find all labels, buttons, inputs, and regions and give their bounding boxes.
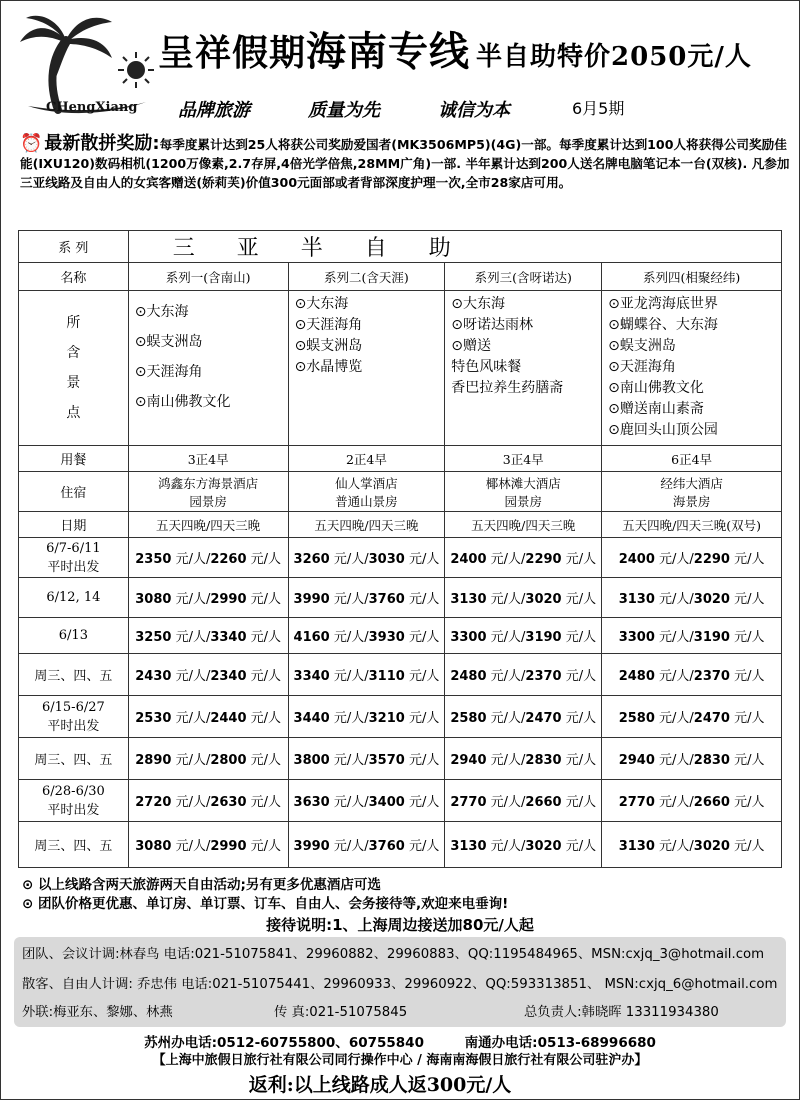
- hotel-cell: 椰林滩大酒店 园景房: [445, 472, 602, 512]
- nantong-office: 南通办电话:0513-68996680: [464, 1035, 656, 1051]
- bonus-lead: 最新散拼奖励:: [44, 133, 160, 154]
- price-cell: 3630 元/人/3400 元/人: [288, 780, 445, 822]
- slogan-2: 质量为先: [308, 100, 380, 121]
- meal-label: 用餐: [19, 446, 129, 472]
- price-row: [19, 696, 782, 738]
- departure-date: 周三、四、五: [19, 738, 129, 780]
- slogan-1: 品牌旅游: [178, 100, 250, 121]
- price-row: [19, 780, 782, 822]
- meal-cell: 6正4早: [602, 446, 782, 472]
- date-label: 日期: [19, 512, 129, 538]
- price-cell: 3130 元/人/3020 元/人: [602, 822, 782, 868]
- meal-cell: 2正4早: [288, 446, 445, 472]
- price-cell: 2480 元/人/2370 元/人: [445, 654, 602, 696]
- price-cell: 3250 元/人/3340 元/人: [128, 618, 288, 654]
- price-cell: 2400 元/人/2290 元/人: [445, 538, 602, 578]
- page-title: 呈祥假期海南专线 半自助特价2050元/人: [158, 28, 752, 75]
- price-cell: 2350 元/人/2260 元/人: [128, 538, 288, 578]
- duration-cell: 五天四晚/四天三晚: [445, 512, 602, 538]
- duration-cell: 五天四晚/四天三晚(双号): [602, 512, 782, 538]
- title-emphasis: 海南专线: [306, 28, 471, 75]
- bonus-paragraph: [20, 134, 790, 192]
- hotel-label: 住宿: [19, 472, 129, 512]
- series-label: 系 列: [19, 231, 129, 263]
- price-cell: 2770 元/人/2660 元/人: [445, 780, 602, 822]
- spots-list: ⊙亚龙湾海底世界 ⊙蝴蝶谷、大东海 ⊙蜈支洲岛 ⊙天涯海角 ⊙南山佛教文化 ⊙赠送南山素斋 ⊙鹿回头山顶公园: [602, 291, 782, 446]
- price-cell: 2940 元/人/2830 元/人: [602, 738, 782, 780]
- price-cell: 3130 元/人/3020 元/人: [445, 822, 602, 868]
- contact-row-external: 外联:梅亚东、黎娜、林燕: [22, 1005, 173, 1020]
- meal-cell: 3正4早: [128, 446, 288, 472]
- price-cell: 2530 元/人/2440 元/人: [128, 696, 288, 738]
- suzhou-office: 苏州办电话:0512-60755800、60755840: [144, 1035, 424, 1051]
- price-row: [19, 738, 782, 780]
- company-name: 【上海中旅假日旅行社有限公司同行操作中心 / 海南南海假日旅行社有限公司驻沪办】: [152, 1053, 648, 1068]
- price-cell: 3130 元/人/3020 元/人: [602, 578, 782, 618]
- departure-date: 6/12, 14: [19, 578, 129, 618]
- departure-date: 6/28-6/30 平时出发: [19, 780, 129, 822]
- price-cell: 3260 元/人/3030 元/人: [288, 538, 445, 578]
- bonus-text: 每季度累计达到25人将获公司奖励爱国者(MK3506MP5)(4G)一部。每季度累计达到100人将获得公司奖励佳能(IXU120)数码相机(1200万像素,2.7存屏,4倍光学倍焦,28MM广角)一部. 半年累计达到200人送名牌电脑笔记本一台(双核). 凡参加三亚线路及自由人的女宾客赠送(娇莉芙)价值300元面部或者背部深度护理一次,全市28家店可用。: [20, 137, 790, 190]
- price-cell: 2580 元/人/2470 元/人: [445, 696, 602, 738]
- column-header: 系列三(含呀诺达): [445, 263, 602, 291]
- slogan-bar: [178, 96, 698, 122]
- hotel-cell: 经纬大酒店 海景房: [602, 472, 782, 512]
- price-cell: 3440 元/人/3210 元/人: [288, 696, 445, 738]
- duration-cell: 五天四晚/四天三晚: [128, 512, 288, 538]
- departure-date: 6/15-6/27 平时出发: [19, 696, 129, 738]
- column-header: 系列二(含天涯): [288, 263, 445, 291]
- contact-box: [14, 937, 786, 1027]
- price-cell: 3990 元/人/3760 元/人: [288, 822, 445, 868]
- alarm-clock-icon: ⏰: [20, 133, 43, 154]
- brand-english-name: CHengXiang: [46, 100, 138, 115]
- price-cell: 2890 元/人/2800 元/人: [128, 738, 288, 780]
- price-cell: 2580 元/人/2470 元/人: [602, 696, 782, 738]
- departure-date: 6/7-6/11 平时出发: [19, 538, 129, 578]
- price-cell: 2720 元/人/2630 元/人: [128, 780, 288, 822]
- price-cell: 2480 元/人/2370 元/人: [602, 654, 782, 696]
- duration-cell: 五天四晚/四天三晚: [288, 512, 445, 538]
- price-cell: 2940 元/人/2830 元/人: [445, 738, 602, 780]
- price-cell: 3990 元/人/3760 元/人: [288, 578, 445, 618]
- contact-row-individual: 散客、自由人计调: 乔忠伟 电话:021-51075441、29960933、29960922、QQ:593313851、 MSN:cxjq_6@hotmail.com: [22, 977, 778, 992]
- series-title: 三亚半自助: [128, 231, 781, 263]
- office-phones: [0, 1031, 800, 1051]
- price-cell: 4160 元/人/3930 元/人: [288, 618, 445, 654]
- meal-cell: 3正4早: [445, 446, 602, 472]
- reception-note: 接待说明:1、上海周边接送加80元/人起: [266, 916, 534, 934]
- price-row: [19, 618, 782, 654]
- price-cell: 3300 元/人/3190 元/人: [445, 618, 602, 654]
- price-row: [19, 654, 782, 696]
- price-cell: 3080 元/人/2990 元/人: [128, 822, 288, 868]
- price-table: [18, 230, 782, 868]
- fax: 传 真:021-51075845: [274, 1005, 408, 1020]
- note-item: ⊙ 团队价格更优惠、单订房、单订票、订车、自由人、会务接待等,欢迎来电垂询!: [22, 896, 509, 912]
- price-cell: 2430 元/人/2340 元/人: [128, 654, 288, 696]
- spots-label: 所 含 景 点: [19, 291, 129, 446]
- price-row: [19, 538, 782, 578]
- price-cell: 3300 元/人/3190 元/人: [602, 618, 782, 654]
- spots-list: ⊙大东海 ⊙天涯海角 ⊙蜈支洲岛 ⊙水晶博览: [288, 291, 445, 446]
- hotel-cell: 鸿鑫东方海景酒店 园景房: [128, 472, 288, 512]
- price-cell: 2770 元/人/2660 元/人: [602, 780, 782, 822]
- hotel-cell: 仙人掌酒店 普通山景房: [288, 472, 445, 512]
- column-header: 系列一(含南山): [128, 263, 288, 291]
- price-row: [19, 822, 782, 868]
- note-item: ⊙ 以上线路含两天旅游两天自由活动;另有更多优惠酒店可选: [22, 877, 381, 893]
- contact-row-team: 团队、会议计调:林春鸟 电话:021-51075841、29960882、29960883、QQ:1195484965、MSN:cxjq_3@hotmail.com: [22, 947, 765, 962]
- slogan-3: 诚信为本: [438, 100, 510, 121]
- departure-date: 6/13: [19, 618, 129, 654]
- price-cell: 3130 元/人/3020 元/人: [445, 578, 602, 618]
- departure-date: 周三、四、五: [19, 654, 129, 696]
- price-cell: 3080 元/人/2990 元/人: [128, 578, 288, 618]
- rebate-note: 返利:以上线路成人返300元/人: [248, 1074, 512, 1096]
- title-price: 半自助特价2050元/人: [476, 42, 752, 72]
- price-row: [19, 578, 782, 618]
- notes: [22, 876, 508, 914]
- price-cell: 3800 元/人/3570 元/人: [288, 738, 445, 780]
- manager: 总负责人:韩晓晖 13311934380: [524, 1005, 719, 1020]
- spots-list: ⊙大东海 ⊙蜈支洲岛 ⊙天涯海角 ⊙南山佛教文化: [128, 291, 288, 446]
- name-label: 名称: [19, 263, 129, 291]
- price-cell: 3340 元/人/3110 元/人: [288, 654, 445, 696]
- price-cell: 2400 元/人/2290 元/人: [602, 538, 782, 578]
- departure-date: 周三、四、五: [19, 822, 129, 868]
- column-header: 系列四(相聚经纬): [602, 263, 782, 291]
- issue-number: 6月5期: [572, 99, 625, 118]
- spots-list: ⊙大东海 ⊙呀诺达雨林 ⊙赠送 特色风味餐 香巴拉养生药膳斋: [445, 291, 602, 446]
